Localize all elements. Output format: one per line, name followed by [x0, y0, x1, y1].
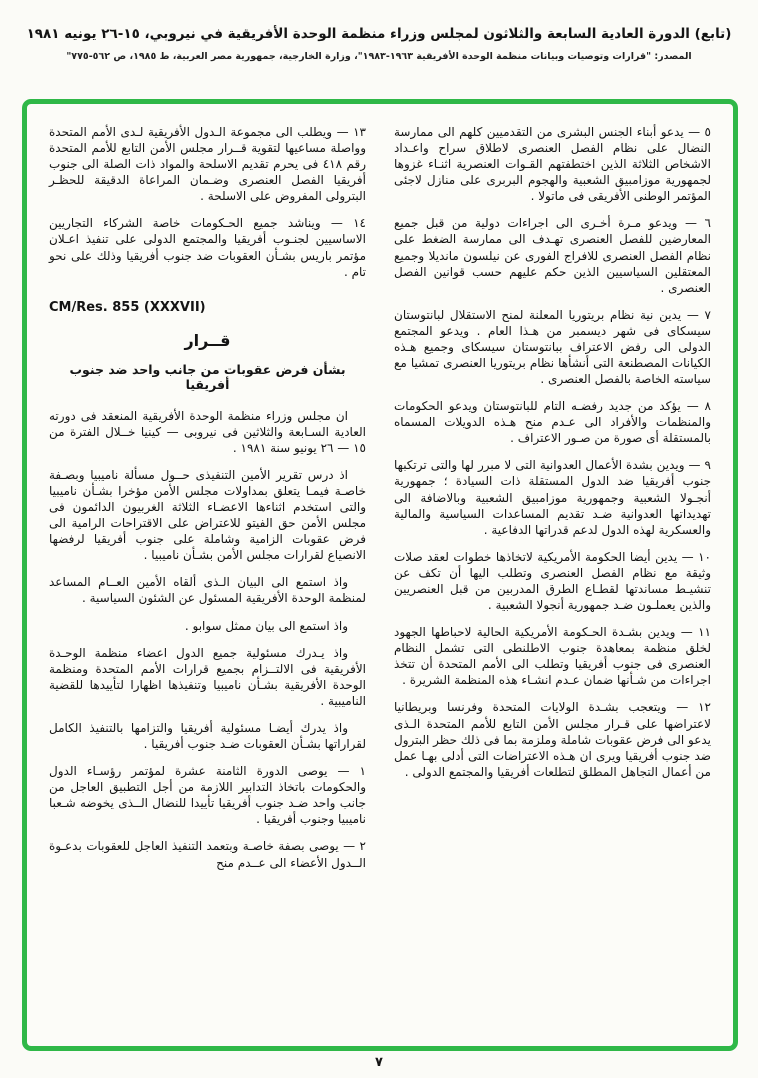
paragraph-14: ١٤ — ويناشد جميع الحـكومات خاصة الشركاء التجاريين الاساسيين لجنـوب أفريقيا والمجتمع الدولى على تنفيذ اعـلان مؤتمر باريس بشـأن العقوبات ضد جنوب أفريقيا وذلك على نحو تام .	[49, 216, 366, 279]
paragraph-6: ٦ — ويدعو مـرة أخـرى الى اجراءات دولية من قبل جميع المعارضين للفصل العنصرى تهـدف الى ممارسة الضغط على نظام الفصل العنصرى للافراج الفورى عن نيلسون مانديلا وجميع المعتقلين السياسيين الذين حكم عليهم حسب قوانين الفصل العنصرى .	[394, 216, 711, 295]
paragraph-12: ١٢ — ويتعجب بشـدة الولايات المتحدة وفرنسا وبريطانيا لاعتراضها على قـرار مجلس الأمن التابع للأمم المتحدة الـذى يدعو الى فرض عقوبات شاملة وملزمة بما فى ذلك حظر البترول ضد جنوب أفريقيا ويرى ان هـذه الاعتراضات التى أدلى بهـا عمل من أعمال التجاهل المطلق لتطلعات أفريقيا والمجتمع الدولى .	[394, 700, 711, 779]
resolution-operative-1: ١ — يوصى الدورة الثامنة عشرة لمؤتمر رؤسـاء الدول والحكومات باتخاذ التدابير اللازمة من أجل التطبيق العاجل من جانب واحد ضـد جنوب أفريقيا تأييدا للنضال الــذى يخوضه شـعبا ناميبيا وجنوب أفريقيا .	[49, 764, 366, 827]
left-column	[49, 124, 366, 1032]
resolution-number: CM/Res. 855 (XXXVII)	[49, 299, 206, 315]
green-border-frame	[22, 99, 738, 1051]
paragraph-7: ٧ — يدين نية نظام بريتوريا المعلنة لمنح الاستقلال لبانتوستان سيسكاى فى شهر ديسمبر من هـذا العام . ويدعو المجتمع الدولى الى رفض الاعتراف ببانتوستان سيسكاى وجميع هـذه الكيانات المصطنعة التى أنشأها نظام بريتوريا العنصرى تمشيا مع سياسته الخاصة بالفصل العنصرى .	[394, 307, 711, 387]
right-column	[394, 124, 711, 1032]
header-source: المصدر: "قرارات وتوصيات وبيانات منظمة الوحدة الأفريقية ١٩٦٣-١٩٨٣"، وزارة الخارجية، جمهورية مصر العربية، ط ١٩٨٥، ص ٥٦٢-٧٧٥"	[66, 51, 692, 62]
resolution-clause-2: واذ استمع الى البيان الـذى ألقاه الأمين العــام المساعد لمنظمة الوحدة الأفريقية المسئول عن الشئون السياسية .	[49, 575, 366, 606]
paragraph-11: ١١ — ويدين بشـدة الحـكومة الأمريكية الحالية لاحباطها الجهود لخلق منظمة بمعاهدة جنوب الاطلنطى التى تشمل النظام العنصرى فى جنوب أفريقيا وتطلب الى الأمم المتحدة أن تتخذ اجراءات من شـأنها ضمان عـدم انشـاء هذه المنظمة الشريرة .	[394, 625, 711, 688]
resolution-subtitle: بشأن فرض عقوبات من جانب واحد ضد جنوب أفريقيا	[69, 361, 346, 392]
resolution-preamble: ان مجلس وزراء منظمة الوحدة الأفريقية المنعقد فى دورته العادية السـابعة والثلاثين فى نيروبى — كينيا خــلال الفترة من ١٥ — ٢٦ يونيو سنة ١٩٨١ .	[49, 408, 366, 455]
resolution-title: قــرار	[184, 330, 231, 350]
paragraph-9: ٩ — ويدين بشدة الأعمال العدوانية التى لا مبرر لها والتى ترتكبها جنوب أفريقيا ضد الدول المستقلة ذات السيادة ؛ جمهورية أنجـولا الشعبية وجمهورية موزامبيق الشعبية وبالاضافة الى تهديداتها العدوانية ضـد تقديم المساعدات السياسية والمالية والعسكرية لهذه الدول لدعم قدراتها الدفاعية .	[394, 458, 711, 537]
page-number: ٧	[375, 1055, 383, 1070]
resolution-clause-4: واذ يـدرك مسئولية جميع الدول اعضاء منظمة الوحـدة الأفريقية فى الالتــزام بجميع قرارات الأمم المتحدة ومنظمة الوحدة الأفريقية بشـأن ناميبيا وتنفيذها اظهارا لتأييدها للقضية الناميبية .	[49, 645, 366, 708]
paragraph-10: ١٠ — يدين أيضا الحكومة الأمريكية لاتخاذها خطوات لعقد صلات وثيقة مع نظام الفصل العنصرى وتطلب اليها أن تكف عن تنشيـط مساندتها لقطـاع الطرق المدربين من قبل العنصريين والذين يعملـون ضـد جمهورية أنجولا الشعبية .	[394, 549, 711, 613]
resolution-clause-5: واذ يدرك أيضـا مسئولية أفريقيا والتزامها بالتنفيذ الكامل لقراراتها بشـأن العقوبات ضـد جنوب أفريقيا .	[49, 720, 366, 752]
page-header	[0, 0, 758, 62]
paragraph-5: ٥ — يدعو أبناء الجنس البشرى من التقدميين كلهم الى ممارسة النضال على نظام الفصل العنصرى لاطلاق سراح واعـداد الاشخاص الثلاثة الذين اختطفتهم القـوات العنصرية اثنـاء غزوها لجمهورية موزامبيق الشعبية والهجوم البربرى على منازل لاجئى المؤتمر الوطنى الأفريقى فى ماتولا .	[394, 125, 711, 204]
resolution-operative-2: ٢ — يوصى بصفة خاصـة وبتعمد التنفيذ العاجل للعقوبات بدعـوة الــدول الأعضاء الى عــدم منح	[49, 839, 366, 870]
paragraph-13: ١٣ — ويطلب الى مجموعة الـدول الأفريقية لـدى الأمم المتحدة وواصلة مساعيها لتقوية قــرار مجلس الأمن التابع للأمم المتحدة رقم ٤١٨ فى يحرم تقديم الاسلحة والمواد ذات الصلة الى جنوب أفريقيا الفصل العنصرى وضـمان المراعاة الدقيقة للحظـر البترولى المفروض على الاسلحة .	[49, 125, 366, 204]
two-column-layout	[49, 124, 711, 1032]
header-title: (تابع) الدورة العادية السابعة والثلاثون لمجلس وزراء منظمة الوحدة الأفريقية في نيروبي، ١٥-٢٦ يونيه ١٩٨١	[26, 26, 732, 42]
paragraph-8: ٨ — يؤكد من جديد رفضـه التام للبانتوستان ويدعو الحكومات والمنظمات والأفراد الى عـدم منح هـذه الدويلات المسماه بالمستقلة أى صورة من صـور الاعتراف .	[394, 399, 711, 446]
resolution-clause-1: اذ درس تقرير الأمين التنفيذى حــول مسألة ناميبيا وبصـفة خاصـة فيمـا يتعلق بمداولات مجلس الأمن مؤخرا بشـأن ناميبيا والتى استخدم اثناءها الاعضـاء الثلاثة الغربيون الدائمون فى مجلس الأمن حق الفيتو للاعتراض على الاقتراحات الرامية الى فرض عقوبات الزامية وشاملة على جنوب أفريقيا لرفضها الانصياع لقرارات مجلس الأمن بشـأن ناميبيا .	[49, 467, 366, 563]
resolution-clause-3: واذ استمع الى بيان ممثل سوابو .	[184, 618, 348, 633]
